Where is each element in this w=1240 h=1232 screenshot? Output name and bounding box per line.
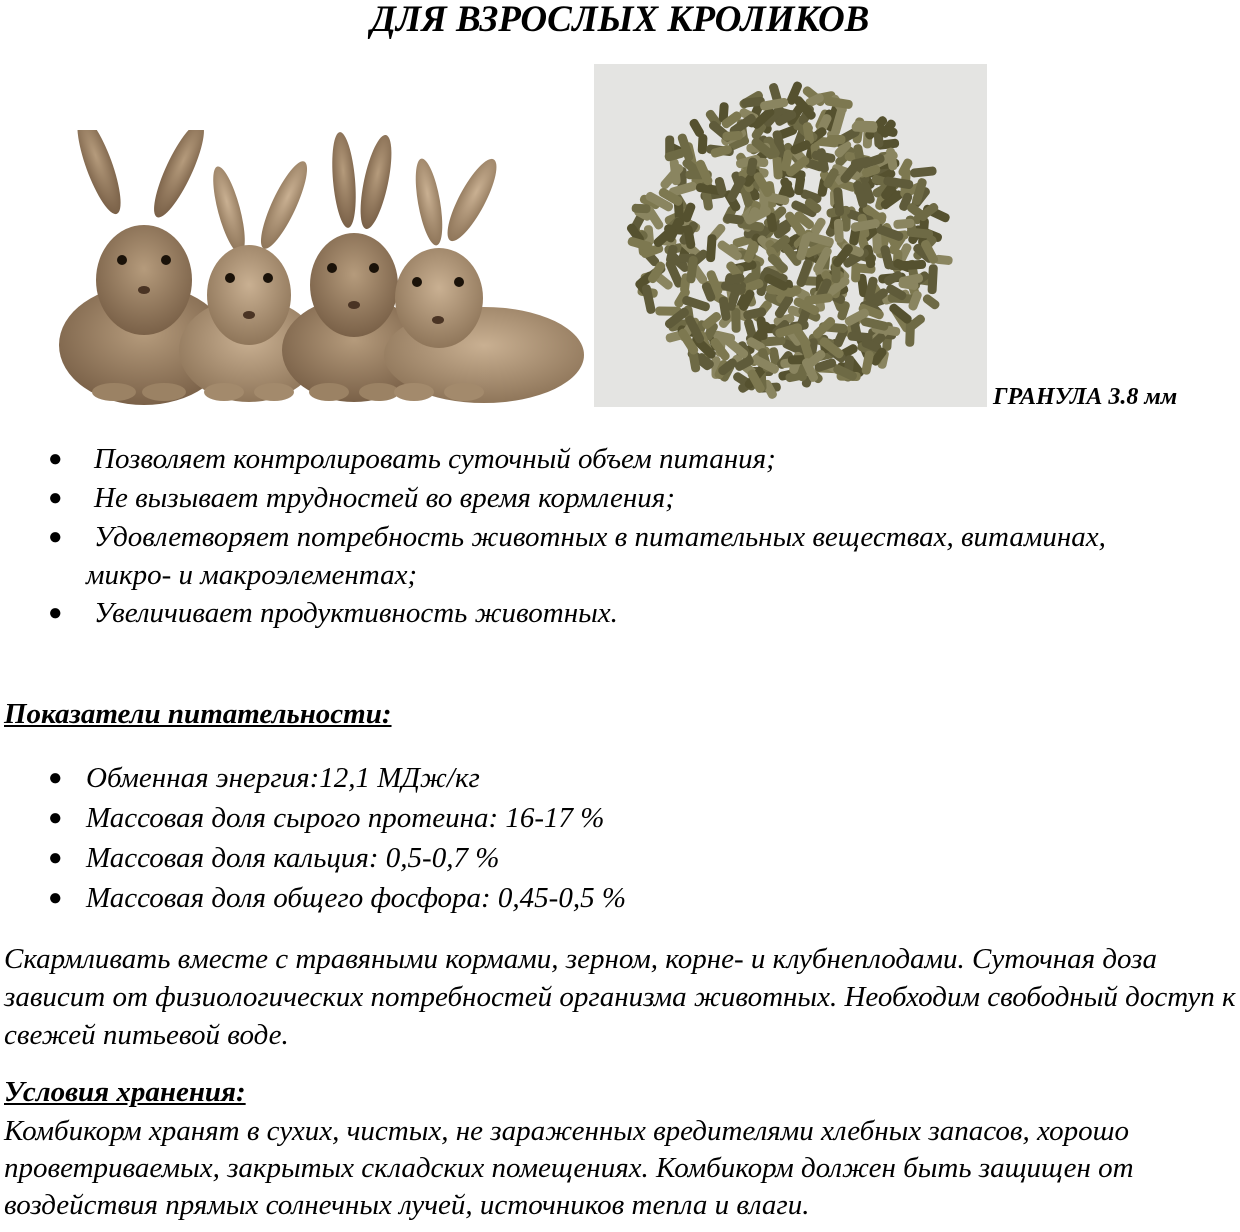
list-item: ● Увеличивает продуктивность животных. <box>86 594 1236 633</box>
nutrition-list <box>48 758 1186 918</box>
benefits-list <box>48 440 1236 633</box>
list-item: ● Удовлетворяет потребность животных в питательных веществах, витаминах, микро- и макроэлементах; <box>86 518 1236 594</box>
list-item: ● Не вызывает трудностей во время кормления; <box>86 479 1236 518</box>
bullet-icon: ● <box>48 885 63 911</box>
list-item: ● Обменная энергия:12,1 МДж/кг <box>86 758 1186 798</box>
bullet-icon: ● <box>48 524 63 550</box>
bullet-icon: ● <box>48 765 63 791</box>
storage-heading: Условия хранения: <box>4 1076 246 1108</box>
storage-conditions: Комбикорм хранят в сухих, чистых, не зараженных вредителями хлебных запасов, хорошо проветриваемых, закрытых складских помещениях. Комбикорм должен быть защищен от воздействия прямых солнечных лучей, источников тепла и влаги. <box>4 1115 1134 1221</box>
bullet-icon: ● <box>48 446 63 472</box>
bullet-icon: ● <box>48 845 63 871</box>
granule-size-caption: ГРАНУЛА 3.8 мм <box>993 384 1178 410</box>
feeding-instructions: Скармливать вместе с травяными кормами, зерном, корне- и клубнеплодами. Суточная доза зависит от физиологических потребностей организма животных. Необходим свободный доступ к свежей питьевой воде. <box>4 943 1236 1051</box>
list-item: ● Позволяет контролировать суточный объем питания; <box>86 440 1236 479</box>
pellets-photo <box>594 64 987 407</box>
page-title: ДЛЯ ВЗРОСЛЫХ КРОЛИКОВ <box>370 0 870 40</box>
rabbits-photo <box>54 130 584 405</box>
bullet-icon: ● <box>48 600 63 626</box>
list-item: ● Массовая доля общего фосфора: 0,45-0,5 % <box>86 878 1186 918</box>
nutrition-heading: Показатели питательности: <box>4 698 392 730</box>
bullet-icon: ● <box>48 805 63 831</box>
list-item: ● Массовая доля сырого протеина: 16-17 % <box>86 798 1186 838</box>
rabbit-4 <box>384 153 584 403</box>
list-item-continuation: микро- и макроэлементах; <box>86 559 418 591</box>
list-item: ● Массовая доля кальция: 0,5-0,7 % <box>86 838 1186 878</box>
bullet-icon: ● <box>48 485 63 511</box>
